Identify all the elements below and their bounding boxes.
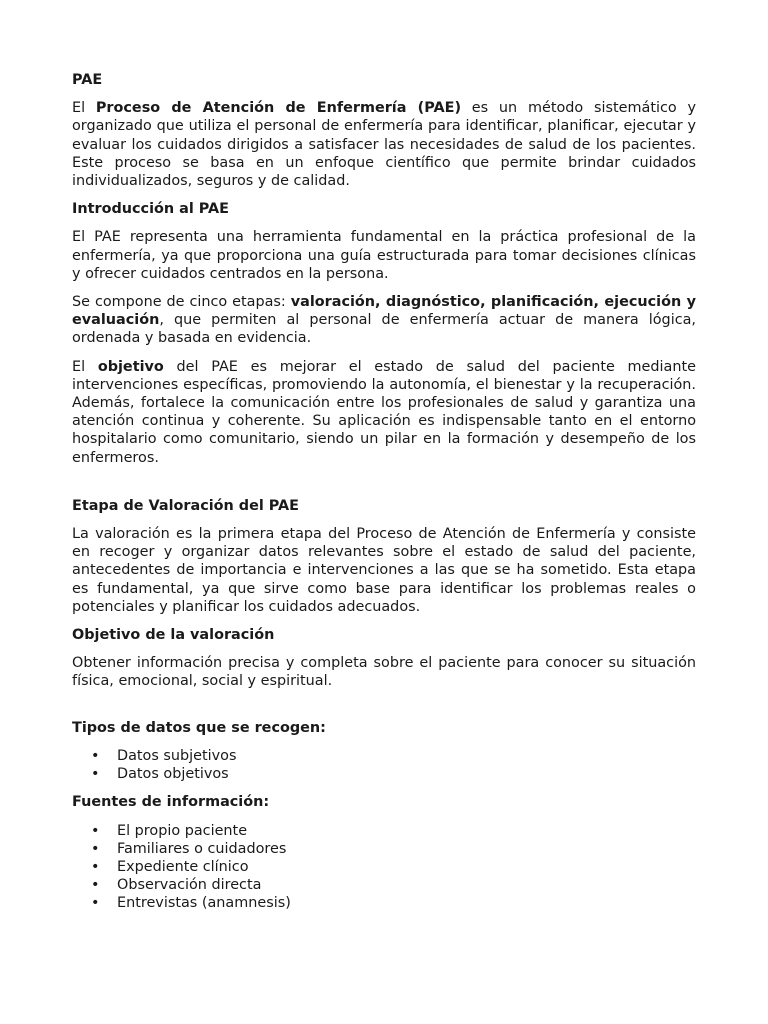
etapas-text-end: , que permiten al personal de enfermería actuar de manera lógica, ordenada y basada en evidencia. <box>72 312 696 347</box>
objetivo-valoracion-paragraph: Obtener información precisa y completa sobre el paciente para conocer su situación física, emocional, social y espiritual. <box>72 655 696 690</box>
document-title: PAE <box>72 72 103 88</box>
intro-text-end: es un método sistemático y organizado que utiliza el personal de enfermería para identificar, planificar, ejecutar y evaluar los cuidados dirigidos a satisfacer las necesidades de salud de los pacientes. Este proceso se basa en un enfoque científico que permite brindar cuidados individualizados, seguros y de calidad. <box>72 100 696 190</box>
introduccion-paragraph-2 <box>72 293 696 348</box>
section-heading-valoracion: Etapa de Valoración del PAE <box>72 497 300 514</box>
intro-bold-term: Proceso de Atención de Enfermería (PAE) <box>95 100 462 117</box>
objetivo-text-end: del PAE es mejorar el estado de salud del paciente mediante intervenciones específicas, promoviendo la autonomía, el bienestar y la recuperación. Además, fortalece la comunicación entre los profesionales de salud y garantiza una atención continua y coherente. Su aplicación es indispensable tanto en el entorno hospitalario como comunitario, siendo un pilar en la formación y desempeño de los enfermeros. <box>72 358 696 466</box>
etapas-text-start: Se compone de cinco etapas: <box>72 294 291 311</box>
list-item: • Datos subjetivos <box>72 747 696 765</box>
list-item: • Datos objetivos <box>72 765 696 783</box>
intro-text-start: El <box>72 100 96 117</box>
introduccion-paragraph-1: El PAE representa una herramienta fundamental en la práctica profesional de la enfermería, ya que proporciona una guía estructurada para tomar decisiones clínicas y ofrecer cuidados centrados en la persona. <box>72 229 696 282</box>
objetivo-bold-word: objetivo <box>97 358 164 375</box>
fuentes-list <box>72 822 696 913</box>
introduccion-paragraph-3 <box>72 358 696 467</box>
valoracion-paragraph: La valoración es la primera etapa del Proceso de Atención de Enfermería y consiste en recoger y organizar datos relevantes sobre el estado de salud del paciente, antecedentes de importancia e intervenciones a las que se ha sometido. Esta etapa es fundamental, ya que sirve como base para identificar los problemas reales o potenciales y planificar los cuidados adecuados. <box>72 526 696 615</box>
fuentes-heading: Fuentes de información: <box>72 794 270 811</box>
section-heading-introduccion: Introducción al PAE <box>72 201 229 218</box>
list-item: • Familiares o cuidadores <box>72 840 696 858</box>
list-item: • Observación directa <box>72 876 696 894</box>
intro-paragraph <box>72 99 696 190</box>
tipos-datos-list <box>72 747 696 783</box>
etapas-bold-list: valoración, diagnóstico, planificación, ejecución y evaluación <box>72 294 696 329</box>
objetivo-text-start: El <box>72 358 98 375</box>
list-item: • Entrevistas (anamnesis) <box>72 894 696 912</box>
objetivo-valoracion-heading: Objetivo de la valoración <box>72 627 275 644</box>
document-page <box>72 71 696 913</box>
list-item: • El propio paciente <box>72 822 696 840</box>
list-item: • Expediente clínico <box>72 858 696 876</box>
tipos-datos-heading: Tipos de datos que se recogen: <box>72 719 326 736</box>
